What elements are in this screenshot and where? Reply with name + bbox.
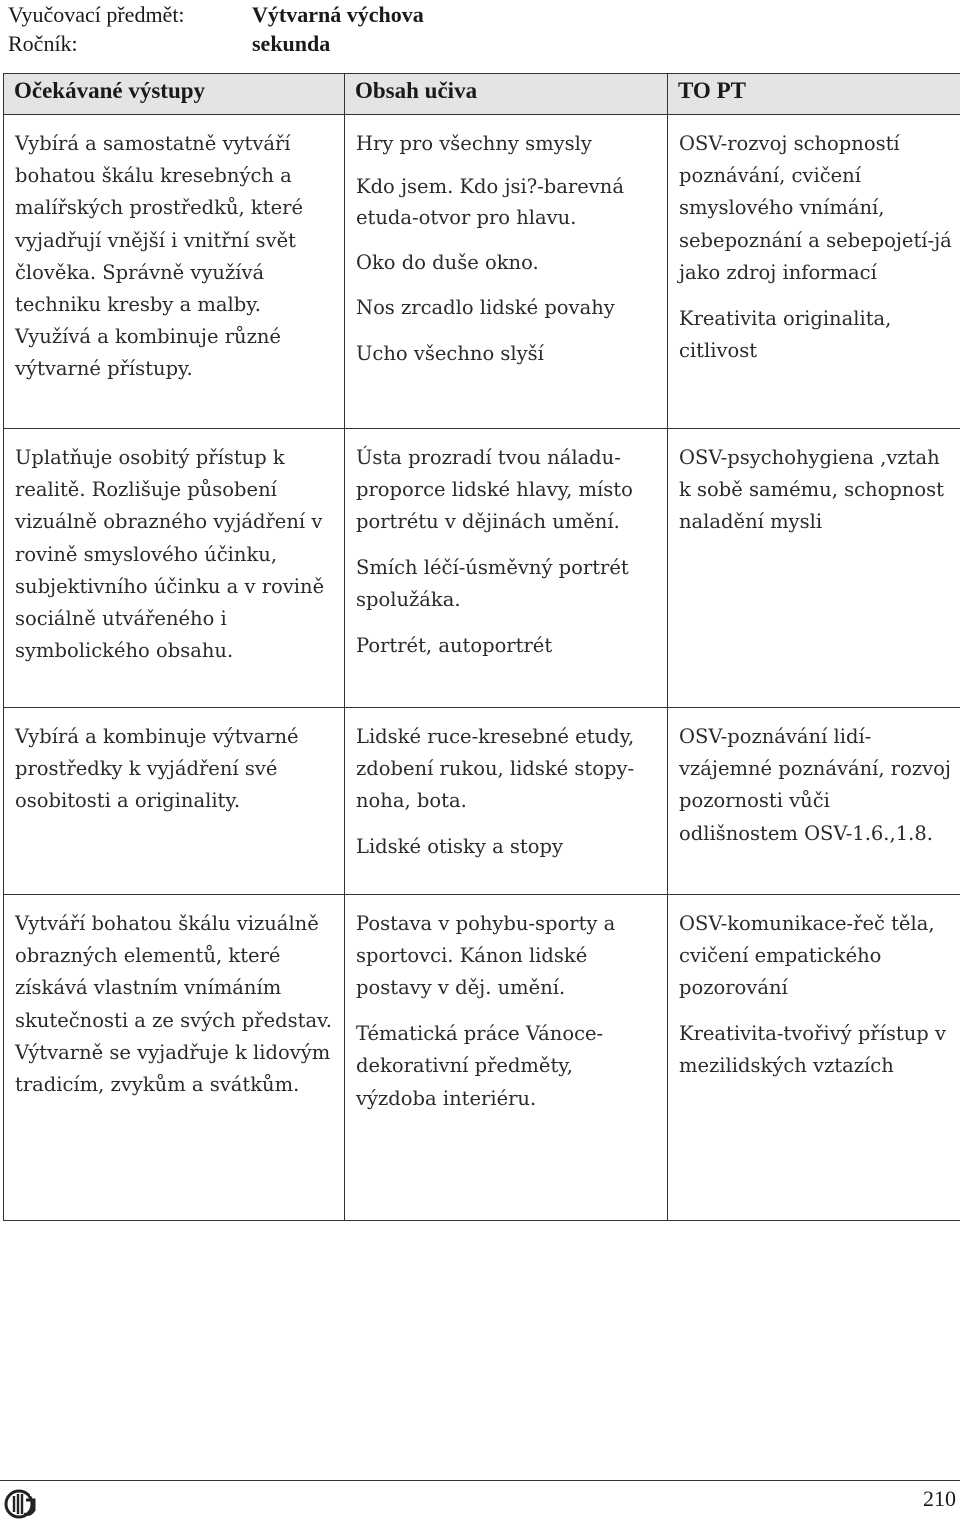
content-item: Tématická práce Vánoce-dekorativní předměty, výzdoba interiéru. xyxy=(356,1018,659,1115)
column-header-outputs: Očekávané výstupy xyxy=(4,74,345,115)
table-row xyxy=(4,895,960,1221)
content-item: Hry pro všechny smysly xyxy=(356,128,659,160)
table-header-row xyxy=(4,74,960,115)
content-item: Nos zrcadlo lidské povahy xyxy=(356,292,659,324)
topics-cell xyxy=(668,115,960,429)
curriculum-table xyxy=(3,73,960,1221)
page-number: 210 xyxy=(923,1486,956,1512)
subject-label: Vyučovací předmět: xyxy=(8,0,185,29)
grade-label: Ročník: xyxy=(8,29,185,58)
content-item: Portrét, autoportrét xyxy=(356,630,659,662)
table-row xyxy=(4,429,960,708)
outputs-text: Vytváří bohatou škálu vizuálně obrazných elementů, které získává vlastním vnímáním skutečnosti a ze svých představ. Výtvarně se vyjadřuje k lidovým tradicím, zvykům a svátkům. xyxy=(15,908,336,1101)
topics-cell xyxy=(668,429,960,708)
content-item: Kdo jsem. Kdo jsi?-barevná etuda-otvor pro hlavu. xyxy=(356,171,659,233)
table-row xyxy=(4,115,960,429)
topics-item: OSV-poznávání lidí-vzájemné poznávání, rozvoj pozornosti vůči odlišnostem OSV-1.6.,1.8. xyxy=(679,721,952,850)
topics-cell xyxy=(668,708,960,895)
content-item: Oko do duše okno. xyxy=(356,247,659,279)
content-item: Lidské ruce-kresebné etudy, zdobení rukou, lidské stopy-noha, bota. xyxy=(356,721,659,818)
header-labels xyxy=(8,0,185,58)
column-header-topics: TO PT xyxy=(668,74,960,115)
column-header-content: Obsah učiva xyxy=(345,74,668,115)
content-item: Postava v pohybu-sporty a sportovci. Kánon lidské postavy v děj. umění. xyxy=(356,908,659,1005)
content-item: Smích léčí-úsměvný portrét spolužáka. xyxy=(356,552,659,616)
outputs-cell xyxy=(4,895,345,1221)
content-cell xyxy=(345,429,668,708)
topics-item: Kreativita originalita, citlivost xyxy=(679,303,952,367)
content-item: Ústa prozradí tvou náladu-proporce lidské hlavy, místo portrétu v dějinách umění. xyxy=(356,442,659,539)
content-item: Ucho všechno slyší xyxy=(356,338,659,370)
content-cell xyxy=(345,115,668,429)
grade-value: sekunda xyxy=(252,29,424,58)
topics-item: OSV-rozvoj schopností poznávání, cvičení smyslového vnímání, sebepoznání a sebepojetí-já jako zdroj informací xyxy=(679,128,952,289)
outputs-cell xyxy=(4,708,345,895)
outputs-cell xyxy=(4,429,345,708)
subject-value: Výtvarná výchova xyxy=(252,0,424,29)
topics-item: Kreativita-tvořivý přístup v mezilidských vztazích xyxy=(679,1018,952,1082)
outputs-cell xyxy=(4,115,345,429)
table-row xyxy=(4,708,960,895)
footer-divider xyxy=(0,1480,960,1481)
outputs-text: Vybírá a kombinuje výtvarné prostředky k vyjádření své osobitosti a originality. xyxy=(15,721,336,818)
topics-item: OSV-psychohygiena ,vztah k sobě samému, schopnost naladění mysli xyxy=(679,442,952,539)
topics-item: OSV-komunikace-řeč těla, cvičení empatického pozorování xyxy=(679,908,952,1005)
outputs-text: Vybírá a samostatně vytváří bohatou škálu kresebných a malířských prostředků, které vyjadřují vnější i vnitřní svět člověka. Správně využívá techniku kresby a malby. Využívá a kombinuje různé výtvarné přístupy. xyxy=(15,128,336,386)
header-values xyxy=(252,0,424,58)
content-cell xyxy=(345,708,668,895)
topics-cell xyxy=(668,895,960,1221)
content-cell xyxy=(345,895,668,1221)
school-logo-icon xyxy=(4,1486,38,1520)
content-item: Lidské otisky a stopy xyxy=(356,831,659,863)
outputs-text: Uplatňuje osobitý přístup k realitě. Rozlišuje působení vizuálně obrazného vyjádření v rovině smyslového účinku, subjektivního účinku a v rovině sociálně utvářeného i symbolického obsahu. xyxy=(15,442,336,667)
